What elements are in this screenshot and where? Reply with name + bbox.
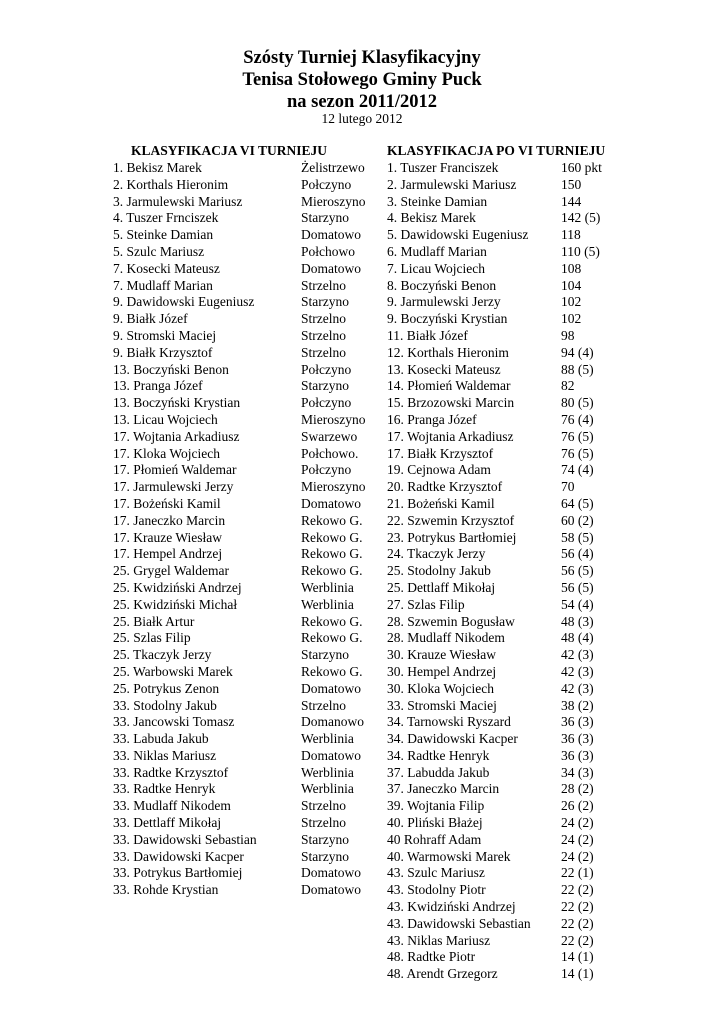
table-row (387, 882, 647, 899)
table-row (387, 563, 647, 580)
player-place: Domatowo (301, 865, 361, 881)
player-place: Połczyno (301, 176, 352, 192)
table-row (113, 563, 378, 580)
player-points: 14 (1) (561, 966, 594, 982)
player-name: 17. Białk Krzysztof (387, 445, 494, 461)
table-row (387, 597, 647, 614)
player-place: Strzelno (301, 277, 346, 293)
table-row (113, 748, 378, 765)
table-row (113, 765, 378, 782)
table-row (113, 294, 378, 311)
player-name: 21. Bożeński Kamil (387, 495, 495, 511)
table-row (387, 261, 647, 278)
player-place: Swarzewo (301, 428, 358, 444)
table-row (113, 227, 378, 244)
table-row (113, 781, 378, 798)
player-points: 24 (2) (561, 831, 594, 847)
player-points: 22 (2) (561, 899, 594, 915)
table-row (113, 832, 378, 849)
player-name: 48. Radtke Piotr (387, 949, 476, 965)
player-name: 30. Krauze Wiesław (387, 647, 497, 663)
player-name: 25. Dettlaff Mikołaj (387, 579, 496, 595)
table-row (113, 328, 378, 345)
table-row (113, 177, 378, 194)
table-row (113, 395, 378, 412)
player-name: 9. Dawidowski Eugeniusz (113, 294, 255, 310)
player-points: 34 (3) (561, 764, 594, 780)
player-points: 26 (2) (561, 798, 594, 814)
player-place: Domatowo (301, 680, 361, 696)
player-name: 5. Dawidowski Eugeniusz (387, 227, 529, 243)
player-place: Rekowo G. (301, 630, 363, 646)
player-name: 14. Płomień Waldemar (387, 378, 511, 394)
player-points: 80 (5) (561, 395, 594, 411)
player-name: 9. Stromski Maciej (113, 327, 217, 343)
table-row (113, 496, 378, 513)
player-name: 33. Stromski Maciej (387, 697, 497, 713)
table-row (113, 597, 378, 614)
player-points: 42 (3) (561, 680, 594, 696)
table-row (113, 311, 378, 328)
player-points: 28 (2) (561, 781, 594, 797)
player-name: 25. Potrykus Zenon (113, 680, 220, 696)
table-row (113, 160, 378, 177)
player-points: 118 (561, 227, 581, 243)
player-name: 25. Grygel Waldemar (113, 563, 230, 579)
table-row (113, 849, 378, 866)
player-points: 22 (2) (561, 882, 594, 898)
table-row (113, 278, 378, 295)
player-name: 33. Mudlaff Nikodem (113, 798, 231, 814)
player-name: 37. Labudda Jakub (387, 764, 490, 780)
player-name: 17. Janeczko Marcin (113, 512, 226, 528)
player-name: 17. Płomień Waldemar (113, 462, 237, 478)
table-row (387, 177, 647, 194)
left-table-heading: KLASYFIKACJA VI TURNIEJU (131, 143, 328, 158)
player-name: 17. Bożeński Kamil (113, 495, 221, 511)
table-row (113, 681, 378, 698)
player-points: 58 (5) (561, 529, 594, 545)
table-row (113, 479, 378, 496)
player-name: 17. Wojtania Arkadiusz (387, 428, 514, 444)
player-name: 34. Dawidowski Kacper (387, 731, 518, 747)
player-name: 33. Labuda Jakub (113, 731, 209, 747)
table-row (113, 462, 378, 479)
table-row (387, 865, 647, 882)
player-place: Werblinia (301, 596, 354, 612)
table-row (387, 530, 647, 547)
player-name: 13. Boczyński Benon (113, 361, 229, 377)
player-place: Domatowo (301, 260, 361, 276)
player-name: 40. Warmowski Marek (387, 848, 511, 864)
player-name: 30. Kloka Wojciech (387, 680, 495, 696)
player-name: 12. Korthals Hieronim (387, 344, 509, 360)
player-points: 98 (561, 327, 575, 343)
table-row (113, 614, 378, 631)
player-name: 25. Stodolny Jakub (387, 563, 491, 579)
player-points: 110 (5) (561, 243, 600, 259)
player-points: 36 (3) (561, 714, 594, 730)
player-place: Domatowo (301, 495, 361, 511)
table-row (387, 395, 647, 412)
player-points: 36 (3) (561, 747, 594, 763)
player-name: 9. Białk Krzysztof (113, 344, 213, 360)
player-name: 13. Kosecki Mateusz (387, 361, 501, 377)
table-row (113, 580, 378, 597)
player-name: 5. Szulc Mariusz (113, 243, 205, 259)
table-row (387, 278, 647, 295)
player-place: Domatowo (301, 747, 361, 763)
table-row (387, 194, 647, 211)
player-points: 88 (5) (561, 361, 594, 377)
table-row (387, 765, 647, 782)
player-name: 33. Dettlaff Mikołaj (113, 815, 222, 831)
player-place: Strzelno (301, 697, 346, 713)
player-name: 20. Radtke Krzysztof (387, 479, 503, 495)
title-line-3: na sezon 2011/2012 (286, 92, 438, 112)
table-row (387, 378, 647, 395)
player-place: Mieroszyno (301, 479, 366, 495)
table-row (387, 832, 647, 849)
player-points: 144 (561, 193, 582, 209)
player-name: 37. Janeczko Marcin (387, 781, 500, 797)
player-points: 76 (5) (561, 445, 594, 461)
player-name: 30. Hempel Andrzej (387, 663, 497, 679)
player-points: 24 (2) (561, 815, 594, 831)
player-name: 43. Stodolny Piotr (387, 882, 486, 898)
player-name: 34. Radtke Henryk (387, 747, 490, 763)
player-place: Starzyno (301, 210, 349, 226)
table-row (387, 647, 647, 664)
table-row (113, 261, 378, 278)
table-row (113, 194, 378, 211)
table-row (387, 916, 647, 933)
table-row (387, 614, 647, 631)
player-points: 64 (5) (561, 495, 594, 511)
player-place: Starzyno (301, 848, 349, 864)
player-name: 13. Licau Wojciech (113, 411, 218, 427)
player-points: 108 (561, 260, 582, 276)
player-place: Strzelno (301, 815, 346, 831)
player-place: Połchowo (301, 243, 355, 259)
table-row (387, 160, 647, 177)
player-name: 3. Steinke Damian (387, 193, 488, 209)
player-place: Żelistrzewo (301, 160, 365, 175)
player-points: 74 (4) (561, 462, 594, 478)
player-name: 33. Jancowski Tomasz (113, 714, 235, 730)
player-place: Strzelno (301, 798, 346, 814)
player-name: 7. Kosecki Mateusz (113, 260, 220, 276)
table-row (387, 546, 647, 563)
table-row (387, 328, 647, 345)
player-name: 25. Kwidziński Michał (113, 596, 238, 612)
player-name: 17. Wojtania Arkadiusz (113, 428, 240, 444)
player-points: 76 (4) (561, 411, 594, 427)
player-name: 4. Tuszer Frnciszek (113, 210, 219, 226)
player-place: Strzelno (301, 311, 346, 327)
player-name: 33. Potrykus Bartłomiej (113, 865, 243, 881)
table-row (387, 429, 647, 446)
player-points: 56 (5) (561, 579, 594, 595)
table-row (387, 479, 647, 496)
player-name: 11. Białk Józef (387, 327, 468, 343)
player-name: 16. Pranga Józef (387, 411, 477, 427)
table-row (113, 714, 378, 731)
player-name: 9. Jarmulewski Jerzy (387, 294, 501, 310)
table-row (113, 798, 378, 815)
player-points: 48 (4) (561, 630, 594, 646)
player-name: 33. Radtke Krzysztof (113, 764, 229, 780)
player-name: 33. Dawidowski Sebastian (113, 831, 257, 847)
table-row (387, 496, 647, 513)
table-row (113, 530, 378, 547)
player-place: Strzelno (301, 327, 346, 343)
player-name: 43. Szulc Mariusz (387, 865, 485, 881)
table-row (113, 429, 378, 446)
player-points: 60 (2) (561, 512, 594, 528)
player-points: 56 (5) (561, 563, 594, 579)
player-name: 33. Stodolny Jakub (113, 697, 217, 713)
player-name: 2. Jarmulewski Mariusz (387, 176, 517, 192)
player-points: 54 (4) (561, 596, 594, 612)
player-name: 25. Białk Artur (113, 613, 195, 629)
table-row (387, 446, 647, 463)
player-name: 33. Radtke Henryk (113, 781, 216, 797)
player-name: 17. Jarmulewski Jerzy (113, 479, 234, 495)
player-name: 33. Rohde Krystian (113, 882, 219, 898)
player-place: Starzyno (301, 294, 349, 310)
player-name: 25. Szlas Filip (113, 630, 191, 646)
player-place: Połczyno (301, 462, 352, 478)
player-name: 8. Boczyński Benon (387, 277, 497, 293)
right-ranking-table (387, 160, 647, 983)
player-name: 27. Szlas Filip (387, 596, 465, 612)
player-name: 24. Tkaczyk Jerzy (387, 546, 486, 562)
player-name: 13. Boczyński Krystian (113, 395, 241, 411)
table-row (387, 966, 647, 983)
player-place: Werblinia (301, 781, 354, 797)
player-name: 1. Tuszer Franciszek (387, 160, 499, 175)
table-row (387, 731, 647, 748)
player-name: 6. Mudlaff Marian (387, 243, 487, 259)
player-points: 102 (561, 294, 582, 310)
table-row (387, 949, 647, 966)
player-name: 40. Pliński Błażej (387, 815, 483, 831)
table-row (387, 815, 647, 832)
table-row (387, 210, 647, 227)
table-row (387, 362, 647, 379)
table-row (387, 748, 647, 765)
left-ranking-table (113, 160, 378, 899)
player-name: 17. Kloka Wojciech (113, 445, 221, 461)
player-name: 5. Steinke Damian (113, 227, 214, 243)
table-row (387, 244, 647, 261)
player-name: 19. Cejnowa Adam (387, 462, 491, 478)
player-place: Rekowo G. (301, 563, 363, 579)
player-points: 70 (561, 479, 575, 495)
table-row (113, 446, 378, 463)
player-points: 76 (5) (561, 428, 594, 444)
table-row (387, 580, 647, 597)
player-name: 13. Pranga Józef (113, 378, 203, 394)
player-points: 22 (1) (561, 865, 594, 881)
player-place: Strzelno (301, 344, 346, 360)
player-points: 56 (4) (561, 546, 594, 562)
player-name: 4. Bekisz Marek (387, 210, 476, 226)
player-place: Połczyno (301, 361, 352, 377)
player-place: Starzyno (301, 378, 349, 394)
table-row (113, 362, 378, 379)
player-name: 23. Potrykus Bartłomiej (387, 529, 517, 545)
player-points: 48 (3) (561, 613, 594, 629)
table-row (387, 698, 647, 715)
table-row (387, 933, 647, 950)
date-line: 12 lutego 2012 (321, 111, 403, 126)
player-name: 1. Bekisz Marek (113, 160, 202, 175)
table-row (113, 865, 378, 882)
title-line-2: Tenisa Stołowego Gminy Puck (242, 70, 482, 90)
player-place: Mieroszyno (301, 411, 366, 427)
table-row (387, 714, 647, 731)
player-place: Rekowo G. (301, 613, 363, 629)
player-name: 34. Tarnowski Ryszard (387, 714, 511, 730)
table-row (387, 294, 647, 311)
table-row (387, 781, 647, 798)
player-place: Domanowo (301, 714, 364, 730)
player-name: 7. Mudlaff Marian (113, 277, 213, 293)
player-place: Starzyno (301, 647, 349, 663)
player-name: 25. Tkaczyk Jerzy (113, 647, 212, 663)
player-place: Połczyno (301, 395, 352, 411)
player-points: 142 (5) (561, 210, 601, 226)
player-name: 7. Licau Wojciech (387, 260, 486, 276)
table-row (113, 647, 378, 664)
table-row (113, 546, 378, 563)
player-place: Mieroszyno (301, 193, 366, 209)
table-row (113, 698, 378, 715)
table-row (113, 513, 378, 530)
table-row (113, 664, 378, 681)
player-points: 94 (4) (561, 344, 594, 360)
player-place: Rekowo G. (301, 546, 363, 562)
table-row (387, 899, 647, 916)
table-row (387, 412, 647, 429)
player-points: 42 (3) (561, 647, 594, 663)
player-name: 17. Hempel Andrzej (113, 546, 223, 562)
table-row (387, 345, 647, 362)
player-points: 160 pkt (561, 160, 602, 175)
player-place: Domatowo (301, 882, 361, 898)
table-row (113, 815, 378, 832)
table-row (113, 630, 378, 647)
player-name: 43. Kwidziński Andrzej (387, 899, 516, 915)
player-name: 33. Dawidowski Kacper (113, 848, 244, 864)
player-points: 42 (3) (561, 663, 594, 679)
player-name: 48. Arendt Grzegorz (387, 966, 498, 982)
player-name: 9. Białk Józef (113, 311, 188, 327)
player-place: Rekowo G. (301, 663, 363, 679)
player-place: Starzyno (301, 831, 349, 847)
table-row (113, 345, 378, 362)
player-place: Domatowo (301, 227, 361, 243)
player-name: 40 Rohraff Adam (387, 831, 482, 847)
player-name: 22. Szwemin Krzysztof (387, 512, 515, 528)
table-row (387, 849, 647, 866)
player-points: 102 (561, 311, 582, 327)
player-name: 43. Niklas Mariusz (387, 932, 491, 948)
player-name: 15. Brzozowski Marcin (387, 395, 515, 411)
right-table-heading: KLASYFIKACJA PO VI TURNIEJU (387, 143, 606, 158)
player-name: 39. Wojtania Filip (387, 798, 485, 814)
player-points: 22 (2) (561, 915, 594, 931)
player-name: 33. Niklas Mariusz (113, 747, 217, 763)
table-row (387, 798, 647, 815)
player-points: 36 (3) (561, 731, 594, 747)
table-row (387, 311, 647, 328)
player-points: 150 (561, 176, 582, 192)
player-points: 14 (1) (561, 949, 594, 965)
title-line-1: Szósty Turniej Klasyfikacyjny (243, 48, 481, 68)
player-points: 82 (561, 378, 575, 394)
player-place: Rekowo G. (301, 512, 363, 528)
table-row (113, 412, 378, 429)
table-row (387, 681, 647, 698)
table-row (113, 210, 378, 227)
table-row (113, 244, 378, 261)
player-place: Rekowo G. (301, 529, 363, 545)
player-points: 22 (2) (561, 932, 594, 948)
player-place: Werblinia (301, 764, 354, 780)
table-row (387, 630, 647, 647)
player-name: 3. Jarmulewski Mariusz (113, 193, 243, 209)
table-row (113, 731, 378, 748)
player-name: 9. Boczyński Krystian (387, 311, 508, 327)
player-name: 17. Krauze Wiesław (113, 529, 223, 545)
player-points: 104 (561, 277, 582, 293)
player-name: 25. Warbowski Marek (113, 663, 233, 679)
player-name: 43. Dawidowski Sebastian (387, 915, 531, 931)
player-place: Werblinia (301, 579, 354, 595)
table-row (387, 664, 647, 681)
player-name: 2. Korthals Hieronim (113, 176, 229, 192)
player-name: 25. Kwidziński Andrzej (113, 579, 242, 595)
player-place: Werblinia (301, 731, 354, 747)
table-row (387, 513, 647, 530)
table-row (387, 462, 647, 479)
player-place: Połchowo. (301, 445, 359, 461)
player-name: 28. Szwemin Bogusław (387, 613, 515, 629)
table-row (113, 882, 378, 899)
player-points: 38 (2) (561, 697, 594, 713)
player-name: 28. Mudlaff Nikodem (387, 630, 505, 646)
table-row (387, 227, 647, 244)
table-row (113, 378, 378, 395)
player-points: 24 (2) (561, 848, 594, 864)
